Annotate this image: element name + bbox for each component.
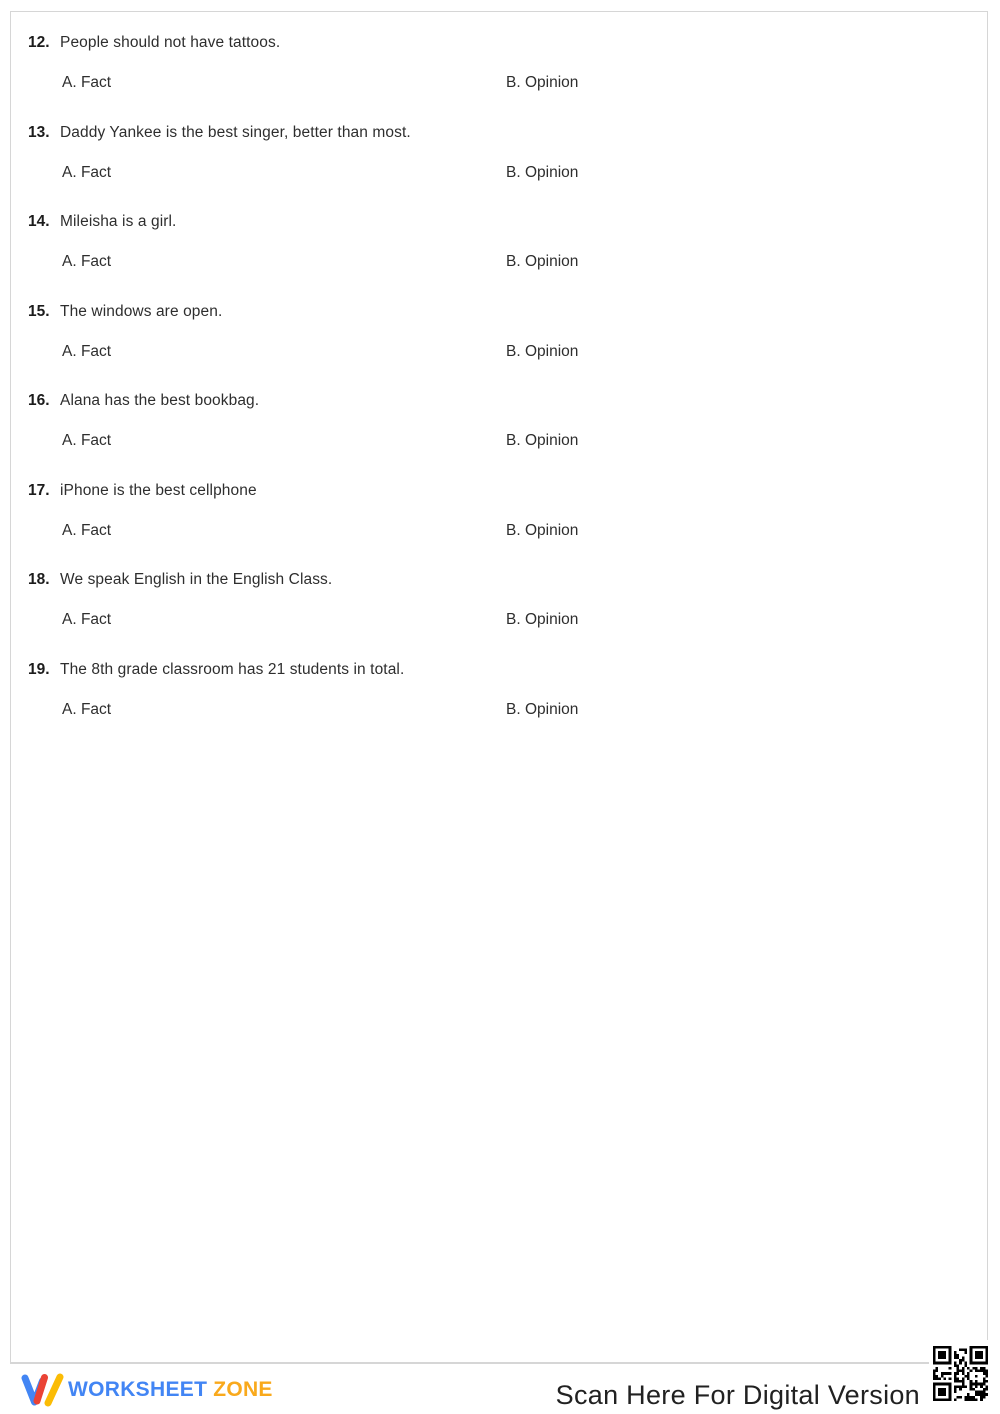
question-item: [28, 33, 967, 93]
option-a-fact[interactable]: A. Fact: [62, 74, 112, 91]
question-number: 17.: [28, 481, 50, 499]
question-text: iPhone is the best cellphone: [60, 481, 257, 499]
question-number: 13.: [28, 123, 50, 141]
option-b-opinion[interactable]: B. Opinion: [506, 253, 579, 270]
brand-text: [68, 1378, 273, 1402]
qr-code-icon: [929, 1340, 991, 1406]
brand-word-worksheet: WORKSHEET: [68, 1378, 208, 1401]
question-stem: [28, 302, 967, 322]
option-b-opinion[interactable]: B. Opinion: [506, 611, 579, 628]
question-item: [28, 123, 967, 183]
answer-options: [28, 610, 967, 630]
brand-word-zone: ZONE: [213, 1378, 273, 1401]
question-text: We speak English in the English Class.: [60, 571, 333, 588]
answer-options: [28, 342, 967, 362]
question-text: The windows are open.: [60, 302, 223, 320]
option-a-fact[interactable]: A. Fact: [62, 700, 112, 718]
question-number: 12.: [28, 34, 50, 51]
question-text: The 8th grade classroom has 21 students in total.: [60, 660, 405, 678]
scan-here-label: Scan Here For Digital Version: [555, 1380, 920, 1410]
worksheet-zone-brand: [20, 1370, 273, 1410]
option-b-opinion[interactable]: B. Opinion: [506, 342, 579, 360]
question-stem: [28, 212, 967, 232]
option-a-fact[interactable]: A. Fact: [62, 611, 112, 628]
answer-options: [28, 700, 967, 720]
option-b-opinion[interactable]: B. Opinion: [506, 700, 579, 718]
worksheet-page-frame: [10, 11, 988, 1364]
question-text: Mileisha is a girl.: [60, 213, 177, 230]
question-stem: [28, 660, 967, 680]
option-a-fact[interactable]: A. Fact: [62, 432, 112, 449]
option-a-fact[interactable]: A. Fact: [62, 342, 112, 360]
question-stem: [28, 481, 967, 501]
question-number: 18.: [28, 571, 50, 588]
answer-options: [28, 521, 967, 541]
question-number: 15.: [28, 302, 50, 320]
question-number: 19.: [28, 660, 50, 678]
answer-options: [28, 252, 967, 272]
option-a-fact[interactable]: A. Fact: [62, 521, 112, 539]
option-b-opinion[interactable]: B. Opinion: [506, 432, 579, 449]
option-a-fact[interactable]: A. Fact: [62, 163, 112, 181]
option-b-opinion[interactable]: B. Opinion: [506, 74, 579, 91]
answer-options: [28, 163, 967, 183]
question-item: [28, 391, 967, 451]
question-item: [28, 570, 967, 630]
question-number: 14.: [28, 213, 50, 230]
question-list: [28, 33, 967, 720]
option-b-opinion[interactable]: B. Opinion: [506, 163, 579, 181]
question-stem: [28, 123, 967, 143]
question-text: People should not have tattoos.: [60, 34, 281, 51]
question-item: [28, 660, 967, 720]
question-text: Alana has the best bookbag.: [60, 392, 260, 409]
option-a-fact[interactable]: A. Fact: [62, 253, 112, 270]
answer-options: [28, 431, 967, 451]
page-footer: [0, 1364, 1000, 1414]
question-item: [28, 302, 967, 362]
worksheet-zone-w-logo-icon: [20, 1370, 64, 1410]
question-number: 16.: [28, 392, 50, 409]
question-item: [28, 212, 967, 272]
answer-options: [28, 73, 967, 93]
question-text: Daddy Yankee is the best singer, better than most.: [60, 123, 411, 141]
question-stem: [28, 570, 967, 590]
question-item: [28, 481, 967, 541]
option-b-opinion[interactable]: B. Opinion: [506, 521, 579, 539]
question-stem: [28, 391, 967, 411]
question-stem: [28, 33, 967, 53]
